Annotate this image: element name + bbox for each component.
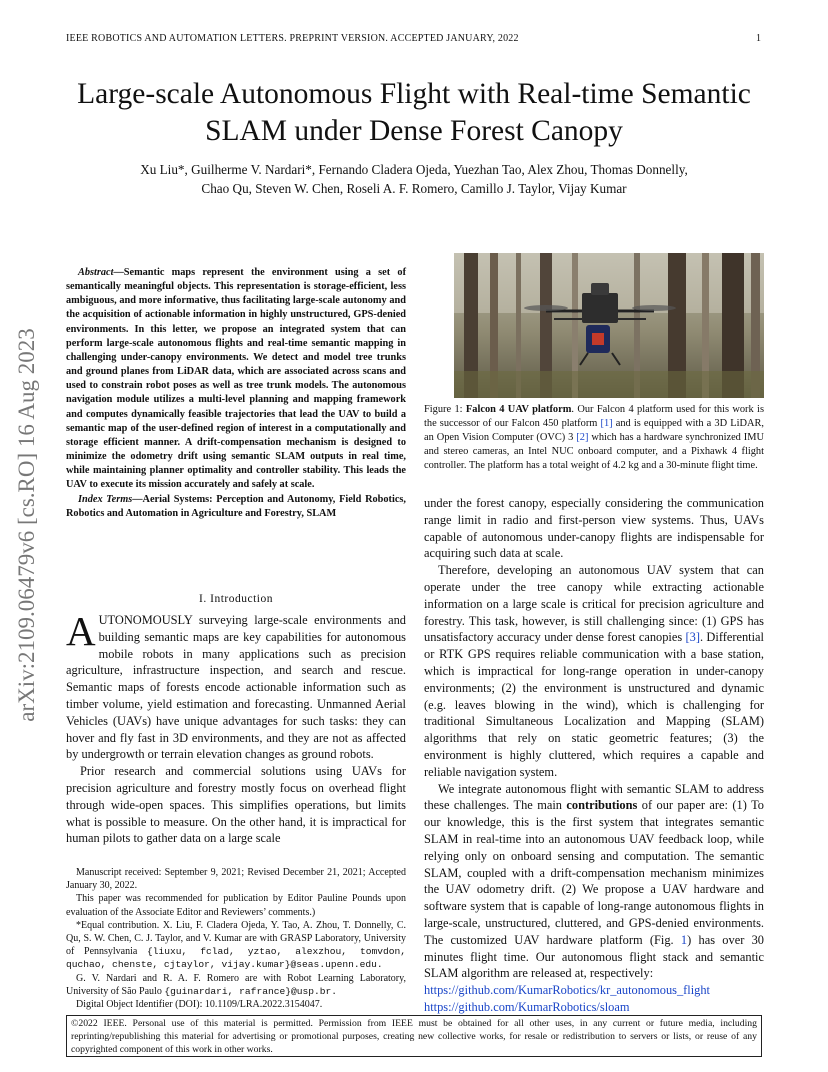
right-paragraph-2 [424, 562, 764, 780]
paper-title: Large-scale Autonomous Flight with Real-time Semantic SLAM under Dense Forest Canopy [77, 78, 751, 147]
figure-caption [424, 403, 764, 473]
footnote-upenn-text: *Equal contribution. X. Liu, F. Cladera Ojeda, Y. Tao, A. Zhou, T. Donnelly, C. Qu, S. W. Chen, C. J. Taylor, and V. Kumar are with GRASP Laboratory, University of Pennsylvania [66, 919, 406, 958]
contributions-word: contributions [566, 798, 638, 813]
footnote-manuscript: Manuscript received: September 9, 2021; Revised December 21, 2021; Accepted January 30, 2022. [66, 867, 406, 892]
p3-text-a: We integrate autonomous flight with semantic SLAM to address these challenges. The main [424, 781, 764, 813]
authors-line-1: Xu Liu*, Guilherme V. Nardari*, Fernando Cladera Ojeda, Yuezhan Tao, Alex Zhou, Thomas Donnelly, [140, 162, 688, 177]
footnote-doi: Digital Object Identifier (DOI): 10.1109/LRA.2022.3154047. [76, 999, 323, 1011]
caption-text-a: . Our Falcon 4 platform used for this work is the successor of our Falcon 450 platform [424, 404, 764, 430]
arxiv-stamp [12, 260, 42, 790]
right-paragraph-1: under the forest canopy, especially considering the communication range limit in radio and first-person view systems. Thus, UAVs capable of autonomous under-canopy flights are indispensable for acquiring such data at scale. [424, 496, 764, 561]
p2-text-a: Therefore, developing an autonomous UAV system that can operate under the tree canopy while extracting actionable information on a large scale is critical for precision agriculture and forestry. This task, however, is still challenging since: (1) GPS has unsatisfactory accuracy under dense forest canopies [424, 563, 764, 645]
drop-cap: A [66, 608, 96, 654]
copyright-notice: ©2022 IEEE. Personal use of this material is permitted. Permission from IEEE must be obtained for all other uses, in any current or future media, including reprinting/republishing this material for advertising or promotional purposes, creating new collective works, for resale or redistribution to servers or lists, or reuse of any copyrighted component of this work in other works. [66, 1015, 762, 1057]
figure-title: Falcon 4 UAV platform [465, 404, 572, 415]
footnote-upenn-emails: {liuxu, fclad, yztao, alexzhou, tomvdon, quchao, chenste, cjtaylor, vijay.kumar}@seas.upenn.edu. [66, 946, 407, 971]
p3-text-b: of our paper are: (1) To our knowledge, this is the first system that integrates semantic SLAM in real-time into an autonomous UAV feedback loop, while relying only on onboard sensing and computation. The semantic SLAM, coupled with a drift-compensation mechanism minimizes the UAV odometry drift. (2) We propose a UAV hardware and software system that is capable of long-range autonomous flights in large-scale, unstructured, cluttered, and GPS-denied environments. The customized UAV hardware platform (Fig. [424, 798, 764, 947]
p2-text-b: . Differential or RTK GPS requires reliable communication with a base station, which is impractical for long-range operation in under-canopy environments; (2) the environment is unstructured and dynamic (e.g. leaves blowing in the wind), which is challenging for traditional Simultaneous Localization and Mapping (SLAM) algorithms that rely on static geometric features; (3) the environment is highly cluttered, which requires a capable and reliable navigation system. [424, 630, 765, 779]
right-column-body [424, 495, 764, 1016]
right-paragraph-3 [424, 781, 764, 983]
abstract-block [66, 266, 406, 521]
author-list [66, 160, 762, 198]
page-number: 1 [756, 33, 761, 44]
index-terms [66, 493, 406, 521]
authors-line-2: Chao Qu, Steven W. Chen, Roseli A. F. Romero, Camillo J. Taylor, Vijay Kumar [201, 181, 627, 196]
footnote-editor: This paper was recommended for publication by Editor Pauline Pounds upon evaluation of the Associate Editor and Reviewers’ comments.) [66, 893, 406, 918]
p3-text-c: ) has over 30 minutes flight time. Our autonomous flight stack and semantic SLAM algorithm are released at, respectively: [424, 932, 764, 981]
repo-link-autonomous-flight[interactable] [424, 982, 764, 999]
figure-ref-link[interactable]: 1 [680, 932, 688, 947]
intro-paragraph-2: Prior research and commercial solutions using UAVs for precision agriculture and forestry mostly focus on overhead flight through wide-open spaces. This simplifies operations, but limits what is possible to measure. On the other hand, it is impractical for human pilots to gather data on a large scale [66, 764, 406, 846]
intro-lead-word: UTONOMOUSLY [98, 613, 193, 627]
link-autonomous-flight-text[interactable]: https://github.com/KumarRobotics/kr_autonomous_flight [424, 983, 711, 998]
index-terms-text: —Aerial Systems: Perception and Autonomy, Field Robotics, Robotics and Automation in Agriculture and Forestry, SLAM [66, 493, 406, 519]
abstract-label: Abstract [78, 267, 114, 278]
index-terms-label: Index Terms [78, 493, 133, 505]
abstract-text: —Semantic maps represent the environment using a set of semantically meaningful objects. This representation is storage-efficient, less ambiguous, and more informative, thus facilitating large-scale autonomy and the acquisition of actionable information in highly unstructured, GPS-denied environments. In this letter, we propose an integrated system that can perform large-scale autonomous flights and real-time semantic mapping in challenging under-canopy environments. We detect and model tree trunks and ground planes from LiDAR data, which are associated across scans and used to constrain robot poses as well as tree trunk models. The autonomous navigation module utilizes a multi-level planning and mapping framework and computes dynamically feasible trajectories that lead the UAV to build a semantic map of the user-defined region of interest in a computationally and storage efficient manner. A drift-compensation mechanism is designed to minimize the odometry drift using semantic SLAM outputs in real time, while maintaining planner optimality and controller stability. This leads the UAV to execute its mission accurately and safely at scale. [66, 267, 406, 491]
uav-forest-illustration [454, 253, 764, 398]
footnote-affiliation-usp [66, 972, 406, 998]
caption-text-b: and is equipped with a 3D LiDAR, an Open Vision Computer (OVC) 3 [424, 418, 764, 444]
abstract [66, 266, 406, 493]
footnote-usp-text: G. V. Nardari and R. A. F. Romero are with Robot Learning Laboratory, University of São Paulo [66, 972, 406, 997]
section-heading-introduction: I. Introduction [199, 593, 273, 605]
citation-link[interactable]: [2] [576, 432, 589, 444]
intro-p1-text: surveying large-scale environments and building semantic maps are key capabilities for autonomous mobile robots in many applications such as precision agriculture, infrastructure inspection, and search and rescue. Semantic maps of forests encode actionable information such as timber volume, yield estimation and forecasting. Unmanned Aerial Vehicles (UAVs) have unique advantages for such tasks: they can hover and fly fast in 3D environments, and they are not as affected by undergrowth or terrain elevation changes as ground robots. [66, 613, 406, 762]
footnote-usp-emails: {guinardari, rafrance}@usp.br. [164, 985, 338, 997]
footnote-affiliation-upenn [66, 919, 406, 972]
figure-label: Figure 1: [424, 404, 466, 415]
repo-link-sloam[interactable] [424, 999, 764, 1016]
figure-uav-photo [454, 253, 764, 398]
arxiv-stamp-text: arXiv:2109.06479v6 [cs.RO] 16 Aug 2023 [14, 328, 39, 722]
link-sloam-text[interactable]: https://github.com/KumarRobotics/sloam [424, 999, 630, 1014]
citation-link[interactable]: [1] [600, 418, 613, 430]
introduction-body [66, 608, 406, 847]
running-head: IEEE ROBOTICS AND AUTOMATION LETTERS. PREPRINT VERSION. ACCEPTED JANUARY, 2022 [66, 33, 519, 44]
footnotes [66, 866, 406, 1011]
caption-text-c: which has a hardware synchronized IMU and stereo cameras, an Intel NUC onboard computer, and a Pixhawk 4 flight controller. The platform has a total weight of 4.2 kg and a 30-minute flight time. [424, 432, 764, 472]
intro-paragraph-1 [66, 608, 406, 763]
citation-link[interactable]: [3] [685, 630, 700, 645]
